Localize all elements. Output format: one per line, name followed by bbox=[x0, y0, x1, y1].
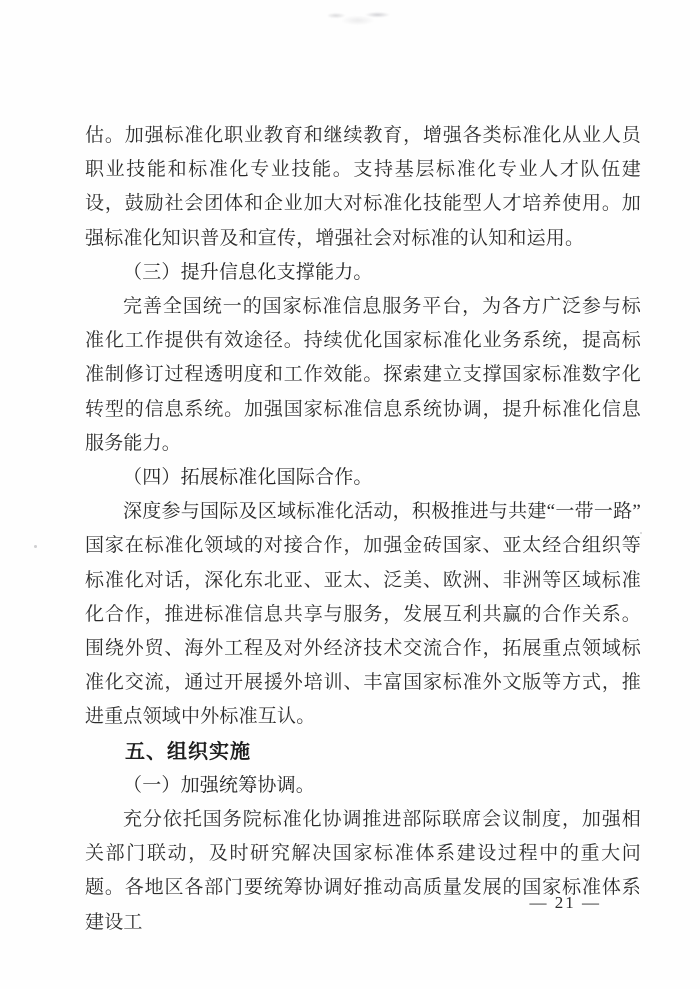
page-content bbox=[85, 119, 641, 940]
paragraph: 完善全国统一的国家标准信息服务平台，为各方广泛参与标准化工作提供有效途径。持续优化国家标准化业务系统，提高标准制修订过程透明度和工作效能。探索建立支撑国家标准数字化转型的信息系统。加强国家标准信息系统协调，提升标准化信息服务能力。 bbox=[85, 296, 641, 454]
paragraph: 充分依托国务院标准化协调推进部际联席会议制度，加强相关部门联动，及时研究解决国家标准体系建设过程中的重大问题。各地区各部门要统筹协调好推动高质量发展的国家标准体系建设工 bbox=[85, 809, 641, 933]
subsection-heading-4: （四）拓展标准化国际合作。 bbox=[123, 467, 373, 489]
scan-artifact-speck bbox=[34, 545, 37, 548]
subsection-heading-3: （三）提升信息化支撑能力。 bbox=[123, 261, 373, 283]
subsection-heading-1: （一）加强统筹协调。 bbox=[123, 774, 316, 796]
scan-artifact-smudge bbox=[328, 10, 394, 26]
page-number: — 21 — bbox=[529, 893, 601, 912]
paragraph-continuation: 估。加强标准化职业教育和继续教育，增强各类标准化从业人员职业技能和标准化专业技能。支持基层标准化专业人才队伍建设，鼓励社会团体和企业加大对标准化技能型人才培养使用。加强标准化知识普及和宣传，增强社会对标准的认知和运用。 bbox=[85, 125, 641, 249]
paragraph: 深度参与国际及区域标准化活动，积极推进与共建“一带一路”国家在标准化领域的对接合作，加强金砖国家、亚太经合组织等标准化对话，深化东北亚、亚太、泛美、欧洲、非洲等区域标准化合作，推进标准信息共享与服务，发展互利共赢的合作关系。围绕外贸、海外工程及对外经济技术交流合作，拓展重点领域标准化交流，通过开展援外培训、丰富国家标准外文版等方式，推进重点领域中外标准互认。 bbox=[85, 501, 641, 728]
section-heading-5: 五、组织实施 bbox=[125, 740, 251, 763]
